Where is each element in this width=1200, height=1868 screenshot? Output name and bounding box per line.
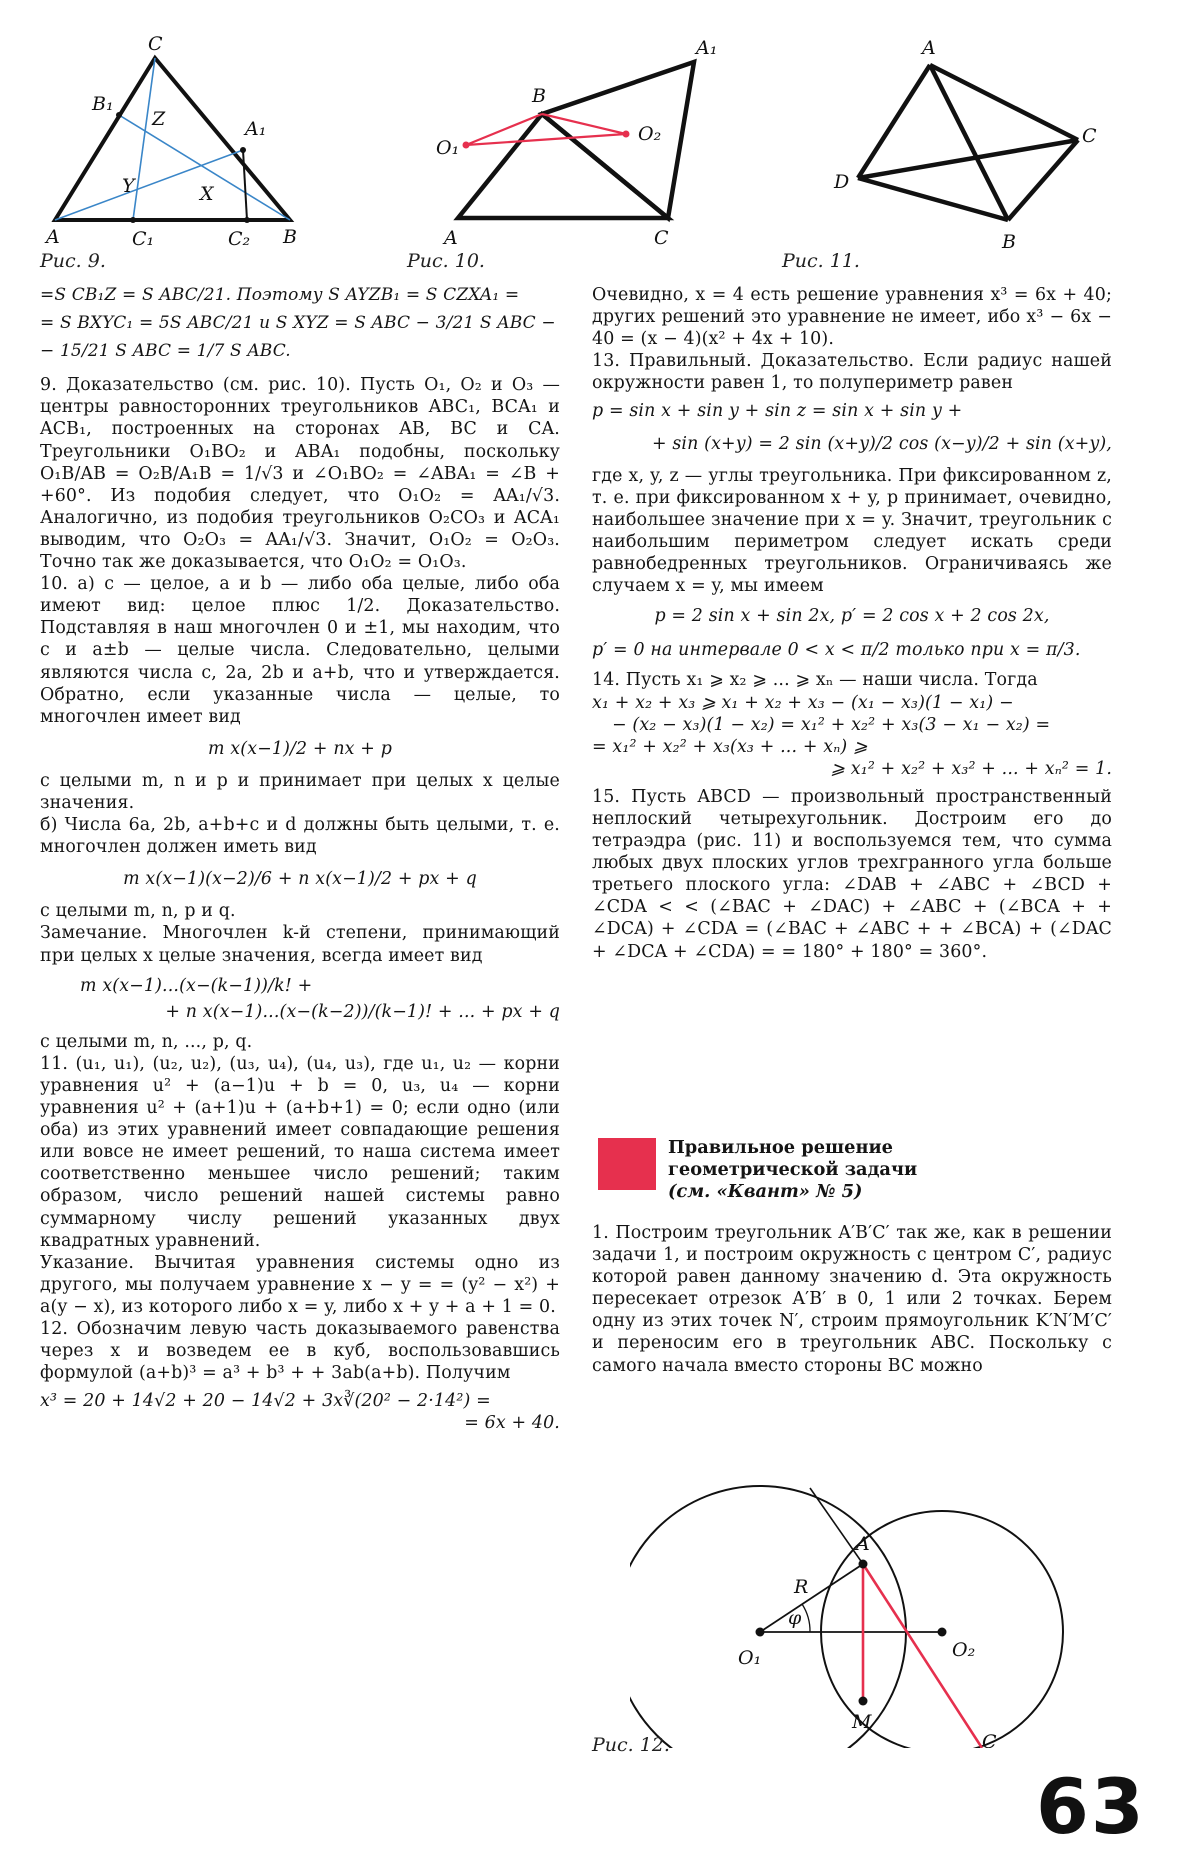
label-b: B xyxy=(283,226,297,248)
paragraph: с целыми m, n, p и q. xyxy=(40,901,236,922)
point-m xyxy=(859,1697,868,1706)
label-y: Y xyxy=(122,175,135,197)
label-r: R xyxy=(794,1576,809,1598)
box-heading-reference: (см. «Квант» № 5) xyxy=(668,1181,863,1202)
label-b: B xyxy=(532,85,546,107)
formula: + n x(x−1)...(x−(k−2))/(k−1)! + ... + px + q xyxy=(165,1001,560,1022)
label-x: X xyxy=(200,183,214,205)
figure-9 xyxy=(40,30,310,260)
box-solution xyxy=(592,1222,1112,1377)
label-c1: C₁ xyxy=(132,228,155,250)
edge-dc xyxy=(858,140,1078,178)
label-c: C xyxy=(1082,125,1097,147)
solution-14: 14. Пусть x₁ ⩾ x₂ ⩾ ... ⩾ xₙ — наши числа. Тогда xyxy=(592,670,1038,691)
label-c: C xyxy=(148,33,163,55)
figure-10 xyxy=(430,30,730,260)
solution-15: 15. Пусть ABCD — произвольный пространственный неплоский четырехугольник. Достроим его до тетраэдра (рис. 11) и воспользуемся тем, что сумма любых двух плоских углов трехгранного угла больше третьего плоского угла: ∠DAB + ∠ABC + ∠BCD + ∠CDA < < (∠BAC + ∠DAC) + ∠ABC + (∠BCA + + ∠DCA) + ∠CDA = (∠BAC + ∠ABC + + ∠BCA) + (∠DAC + ∠DCA + ∠CDA) = = 180° + 180° = 360°. xyxy=(592,786,1112,962)
label-c2: C₂ xyxy=(228,228,251,250)
remark: Замечание. Многочлен k-й степени, принимающий при целых x целые значения, всегда имеет вид xyxy=(40,923,560,966)
red-marker xyxy=(598,1138,656,1190)
formula-line: = S BXYC₁ = 5S ABC/21 и S XYZ = S ABC − 3/21 S ABC − xyxy=(40,313,556,334)
label-a: A xyxy=(856,1533,870,1555)
label-a1: A₁ xyxy=(696,37,718,59)
box-heading xyxy=(668,1137,917,1203)
cevian-ab1 xyxy=(55,150,243,220)
label-o2: O₂ xyxy=(952,1639,976,1661)
formula-line: =S CB₁Z = S ABC/21. Поэтому S AYZB₁ = S CZXA₁ = xyxy=(40,285,520,305)
caption-fig11: Рис. 11. xyxy=(782,250,860,272)
box-solution-1: 1. Построим треугольник A′B′C′ так же, как в решении задачи 1, и построим окружность с центром C′, радиус которой равен данному значению d. Эта окружность пересекает отрезок A′B′ в 0, 1 или 2 точках. Берем одну из этих точек N′, строим прямоугольник K′N′M′C′ и переносим его в треугольник ABC. Поскольку с самого начала вместо стороны BC можно xyxy=(592,1223,1112,1376)
label-c: C xyxy=(654,227,669,249)
cevian-cc1 xyxy=(133,58,155,220)
point-b1 xyxy=(116,112,122,118)
right-column xyxy=(592,284,1112,963)
edge-ad xyxy=(858,65,930,178)
formula: + sin (x+y) = 2 sin (x+y)/2 cos (x−y)/2 + sin (x+y), xyxy=(651,433,1112,454)
formula: p = sin x + sin y + sin z = sin x + sin y + xyxy=(592,401,963,422)
circle-o1 xyxy=(630,1486,906,1748)
edge-ab xyxy=(930,65,1008,220)
cevian-a1c2 xyxy=(243,150,247,220)
caption-fig10: Рис. 10. xyxy=(407,250,485,272)
triangle-bca1 xyxy=(542,62,694,218)
formula: m x(x−1)(x−2)/6 + n x(x−1)/2 + px + q xyxy=(123,869,477,890)
caption-fig12: Рис. 12. xyxy=(592,1734,670,1756)
label-a: A xyxy=(922,37,936,59)
point-c1 xyxy=(130,217,136,223)
label-o1: O₁ xyxy=(738,1647,762,1669)
label-a: A xyxy=(46,226,60,248)
label-a: A xyxy=(444,227,458,249)
label-a1: A₁ xyxy=(245,118,267,140)
label-m: M xyxy=(852,1711,872,1733)
solution-12: 12. Обозначим левую часть доказываемого равенства через x и возведем ее в куб, воспользовавшись формулой (a+b)³ = a³ + b³ + + 3ab(a+b). Получим xyxy=(40,1319,560,1384)
label-o1: O₁ xyxy=(436,137,460,159)
paragraph: где x, y, z — углы треугольника. При фиксированном z, т. е. при фиксированном x + y, p принимает, очевидно, наибольшее значение при x = y. Значит, треугольник с наибольшим периметром следует искать среди равнобедренных треугольников. Ограничиваясь же случаем x = y, мы имеем xyxy=(592,465,1112,597)
label-o2: O₂ xyxy=(638,123,662,145)
figure-11 xyxy=(820,30,1120,260)
label-c: C xyxy=(982,1731,997,1748)
paragraph: Очевидно, x = 4 есть решение уравнения x³ = 6x + 40; других решений это уравнение не имеет, ибо x³ − 6x − 40 = (x − 4)(x² + 4x + 10). xyxy=(592,285,1112,350)
solution-11: 11. (u₁, u₁), (u₂, u₂), (u₃, u₄), (u₄, u₃), где u₁, u₂ — корни уравнения u² + (a−1)u + b = 0, u₃, u₄ — корни уравнения u² + (a+1)u + (a+b+1) = 0; если одно (или оба) из этих уравнений имеет совпадающие решения или вовсе не имеет решений, то наша система имеет соответственно меньшее число решений; таким образом, число решений нашей системы равно суммарному числу решений указанных двух квадратных уравнений. xyxy=(40,1053,560,1251)
hint-11: Указание. Вычитая уравнения системы одно из другого, мы получаем уравнение x − y = = (y² − x²) + a(y − x), из которого либо x = y, либо x + y + a + 1 = 0. xyxy=(40,1252,560,1317)
point-o2 xyxy=(623,131,630,138)
label-z: Z xyxy=(152,108,166,130)
box-heading-line: геометрической задачи xyxy=(668,1159,918,1180)
solution-10a: 10. а) c — целое, a и b — либо оба целые, либо оба имеют вид: целое плюс 1/2. Доказательство. Подставляя в наш многочлен 0 и ±1, мы находим, что c и a±b — целые числа. Следовательно, целыми являются числа c, 2a, 2b и a+b, что и утверждается. Обратно, если указанные числа — целые, то многочлен имеет вид xyxy=(40,574,560,727)
formula: ⩾ x₁² + x₂² + x₃² + ... + xₙ² = 1. xyxy=(830,758,1112,779)
box-heading-line: Правильное решение xyxy=(668,1137,893,1158)
point-c2 xyxy=(244,217,250,223)
formula: m x(x−1)/2 + nx + p xyxy=(207,738,392,759)
edge-db xyxy=(858,178,1008,220)
point-o2 xyxy=(938,1628,947,1637)
point-a1 xyxy=(240,147,246,153)
formula: p = 2 sin x + sin 2x, p′ = 2 cos x + 2 cos 2x, xyxy=(654,606,1050,627)
label-b1: B₁ xyxy=(92,93,114,115)
formula: m x(x−1)...(x−(k−1))/k! + xyxy=(80,975,313,996)
point-o1 xyxy=(463,142,470,149)
figure-12 xyxy=(630,1418,1070,1748)
point-o1 xyxy=(756,1628,765,1637)
page-number: 63 xyxy=(1036,1762,1146,1851)
point-a xyxy=(859,1560,868,1569)
label-b: B xyxy=(1002,231,1016,253)
segment-o1-a xyxy=(760,1564,863,1632)
edge-ac xyxy=(930,65,1078,140)
left-column xyxy=(40,284,560,1435)
label-phi: φ xyxy=(788,1607,802,1629)
formula: p′ = 0 на интервале 0 < x < π/2 только при x = π/3. xyxy=(592,640,1081,661)
paragraph: с целыми m, n и p и принимает при целых x целые значения. xyxy=(40,770,560,813)
solution-13: 13. Правильный. Доказательство. Если радиус нашей окружности равен 1, то полупериметр равен xyxy=(592,351,1112,394)
angle-phi-arc xyxy=(802,1604,810,1632)
formula: x³ = 20 + 14√2 + 20 − 14√2 + 3x∛(20² − 2·14²) = xyxy=(40,1391,491,1412)
solution-9: 9. Доказательство (см. рис. 10). Пусть O₁, O₂ и O₃ — центры равносторонних треугольников ABC₁, BCA₁ и ACB₁, построенных на сторонах AB, BC и CA. Треугольники O₁BO₂ и ABA₁ подобны, поскольку O₁B/AB = O₂B/A₁B = 1/√3 и ∠O₁BO₂ = ∠ABA₁ = ∠B + +60°. Из подобия следует, что O₁O₂ = AA₁/√3. Аналогично, из подобия треугольников O₂CO₃ и ACA₁ выводим, что O₂O₃ = AA₁/√3. Значит, O₁O₂ = O₂O₃. Точно так же доказывается, что O₁O₂ = O₁O₃. xyxy=(40,375,560,573)
formula: = 6x + 40. xyxy=(464,1413,560,1434)
formula: = x₁² + x₂² + x₃(x₃ + ... + xₙ) ⩾ xyxy=(592,736,868,757)
formula: − (x₂ − x₃)(1 − x₂) = x₁² + x₂² + x₃(3 − x₁ − x₂) = xyxy=(612,714,1051,735)
solution-10b: б) Числа 6a, 2b, a+b+c и d должны быть целыми, т. е. многочлен должен иметь вид xyxy=(40,815,560,858)
caption-fig9: Рис. 9. xyxy=(40,250,106,272)
formula: x₁ + x₂ + x₃ ⩾ x₁ + x₂ + x₃ − (x₁ − x₃)(1 − x₁) − xyxy=(592,692,1014,713)
paragraph: с целыми m, n, ..., p, q. xyxy=(40,1031,253,1052)
formula-line: − 15/21 S ABC = 1/7 S ABC. xyxy=(40,341,291,362)
label-d: D xyxy=(834,171,850,193)
